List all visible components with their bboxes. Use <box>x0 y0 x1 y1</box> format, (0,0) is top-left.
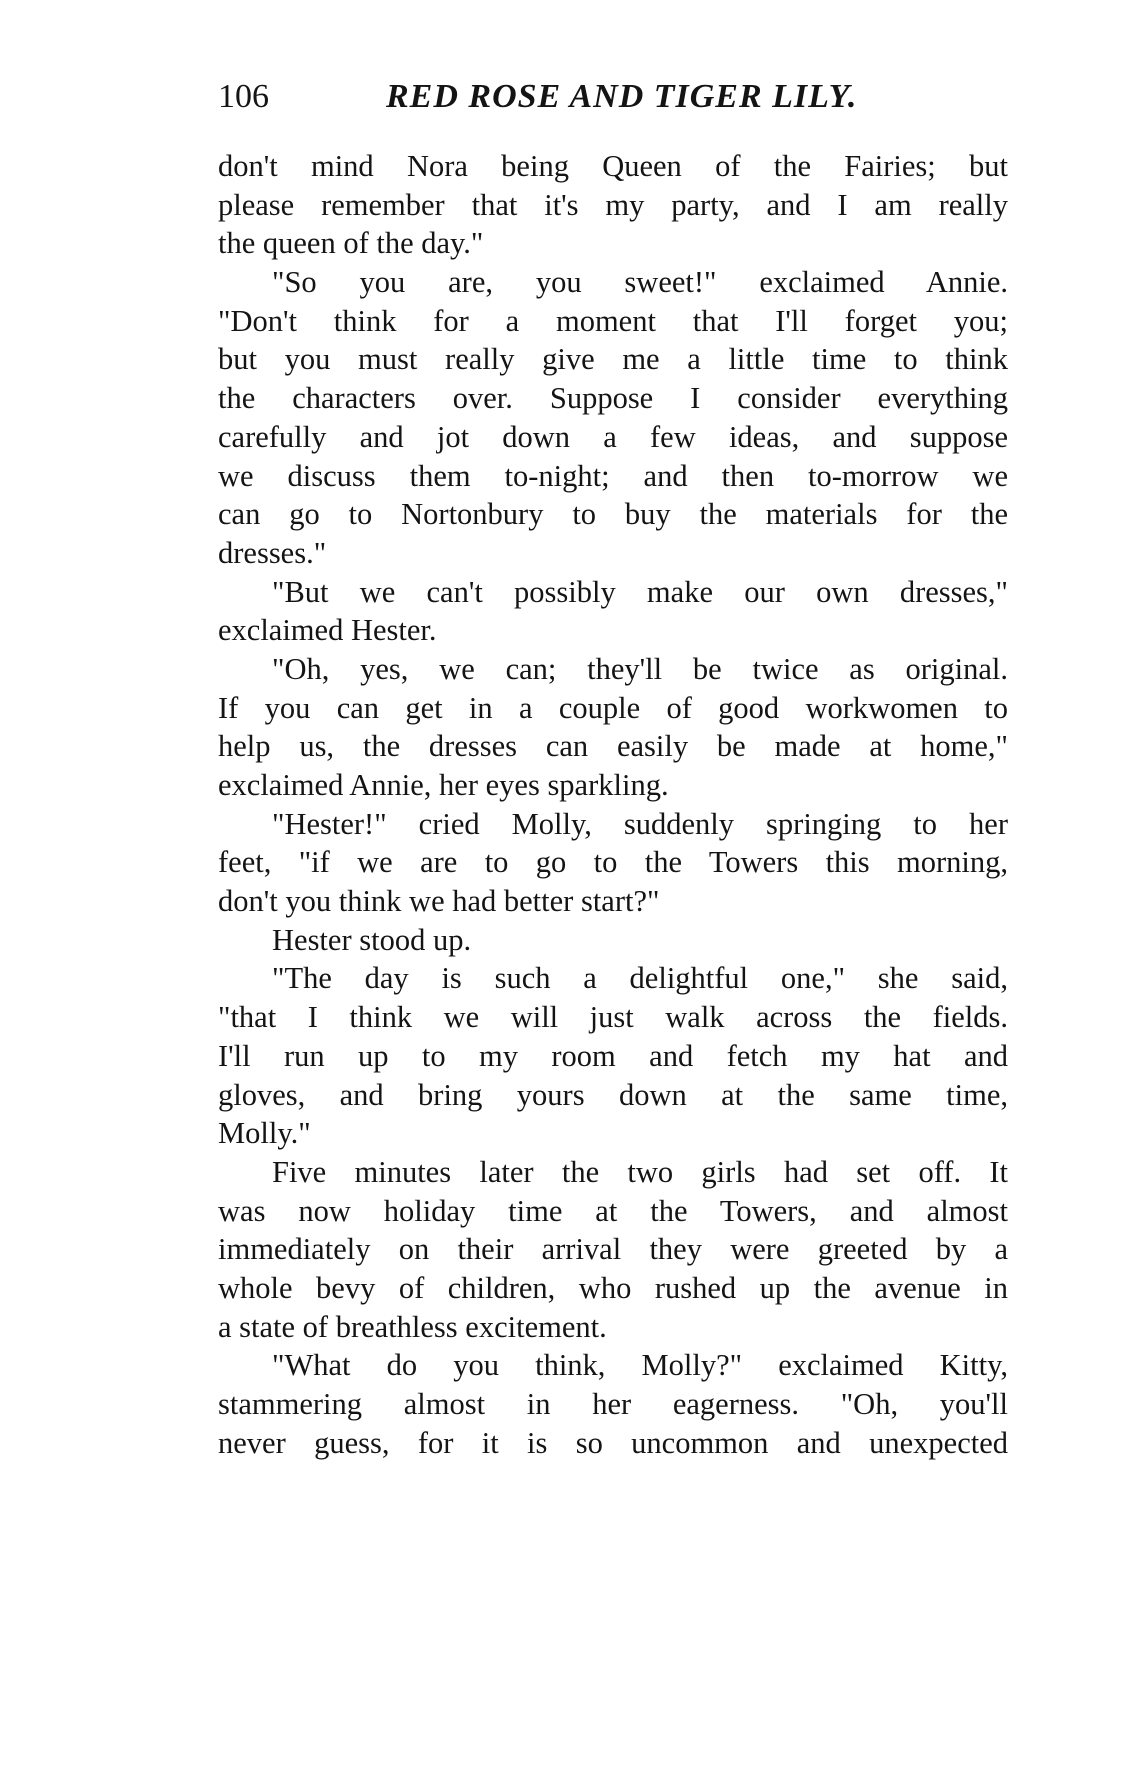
text-line: exclaimed Annie, her eyes sparkling. <box>218 768 669 802</box>
text-line: I'll run up to my room and fetch my hat and <box>218 1038 1008 1073</box>
text-line: If you can get in a couple of good workwomen to <box>218 690 1008 725</box>
text-line: exclaimed Hester. <box>218 613 437 648</box>
text-line: "Hester!" cried Molly, suddenly springing to her <box>272 806 1008 841</box>
text-line: please remember that it's my party, and I am really <box>218 187 1008 222</box>
text-line: don't mind Nora being Queen of the Fairies; but <box>218 149 1008 183</box>
text-line: "But we can't possibly make our own dresses," <box>272 574 1008 609</box>
page-number: 106 <box>218 78 269 115</box>
text-line: carefully and jot down a few ideas, and suppose <box>218 419 1008 454</box>
text-line: dresses." <box>218 535 327 570</box>
text-line: help us, the dresses can easily be made at home," <box>218 729 1008 764</box>
text-line: whole bevy of children, who rushed up the avenue in <box>218 1270 1008 1305</box>
text-line: "The day is such a delightful one," she said, <box>272 961 1008 996</box>
text-line: immediately on their arrival they were greeted by a <box>218 1232 1008 1267</box>
text-line: "So you are, you sweet!" exclaimed Annie. <box>272 265 1008 300</box>
running-header <box>218 72 1008 122</box>
text-line: never guess, for it is so uncommon and unexpected <box>218 1425 1008 1460</box>
body-text <box>218 147 1008 1462</box>
text-line: was now holiday time at the Towers, and almost <box>218 1193 1008 1228</box>
text-line: "Don't think for a moment that I'll forget you; <box>218 303 1008 338</box>
text-line: "Oh, yes, we can; they'll be twice as original. <box>272 651 1008 686</box>
text-line: don't you think we had better start?" <box>218 884 660 919</box>
text-line: Molly." <box>218 1116 311 1151</box>
text-line: the characters over. Suppose I consider everything <box>218 381 1008 416</box>
text-line: but you must really give me a little time to think <box>218 342 1008 377</box>
text-line: Hester stood up. <box>272 922 472 957</box>
text-line: feet, "if we are to go to the Towers this morning, <box>218 845 1008 880</box>
text-line: a state of breathless excitement. <box>218 1309 607 1344</box>
text-line: Five minutes later the two girls had set off. It <box>272 1154 1008 1189</box>
text-line: gloves, and bring yours down at the same time, <box>218 1077 1008 1112</box>
text-line: the queen of the day." <box>218 226 484 261</box>
text-line: can go to Nortonbury to buy the materials for the <box>218 497 1008 532</box>
text-line: stammering almost in her eagerness. "Oh, you'll <box>218 1387 1008 1421</box>
text-line: we discuss them to-night; and then to-morrow we <box>218 458 1008 493</box>
text-line: "What do you think, Molly?" exclaimed Kitty, <box>272 1348 1008 1383</box>
book-title: RED ROSE AND TIGER LILY. <box>386 78 858 115</box>
text-line: "that I think we will just walk across the fields. <box>218 1000 1008 1035</box>
